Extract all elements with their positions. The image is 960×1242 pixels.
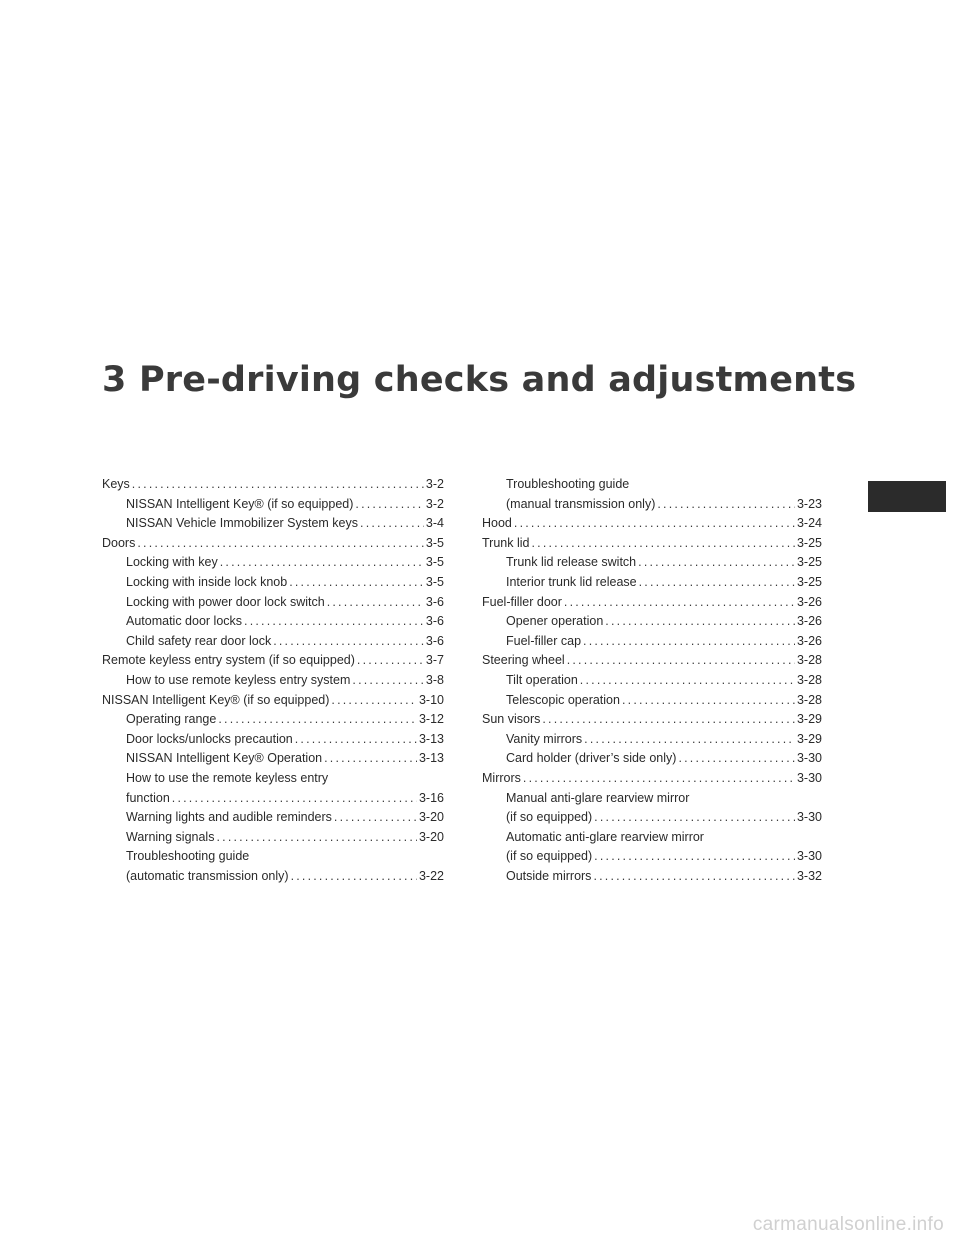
toc-leader-dots — [514, 514, 795, 534]
toc-entry-label: (manual transmission only) — [506, 496, 656, 511]
toc-page-number: 3-5 — [425, 574, 444, 589]
toc-leader-dots — [567, 651, 795, 671]
toc-entry-label: Opener operation — [506, 614, 604, 629]
toc-leader-dots — [564, 593, 795, 613]
toc-subentry[interactable] — [102, 710, 444, 730]
toc-entry-label: Interior trunk lid release — [506, 574, 637, 589]
toc-subentry[interactable] — [102, 808, 444, 828]
toc-subentry[interactable] — [482, 867, 822, 887]
toc-entry-label: Warning lights and audible reminders — [126, 810, 332, 825]
toc-leader-dots — [594, 808, 795, 828]
toc-subentry[interactable] — [102, 553, 444, 573]
toc-subentry[interactable] — [102, 749, 444, 769]
toc-leader-dots — [172, 789, 417, 809]
toc-leader-dots — [334, 808, 417, 828]
toc-page-number: 3-13 — [418, 731, 444, 746]
toc-entry-label: Fuel-filler door — [482, 594, 562, 609]
toc-entry-label: Outside mirrors — [506, 868, 592, 883]
toc-leader-dots — [137, 534, 424, 554]
toc-subentry[interactable] — [482, 808, 822, 828]
toc-entry-label: Locking with power door lock switch — [126, 594, 325, 609]
toc-page-number: 3-2 — [425, 496, 444, 511]
toc-entry[interactable] — [482, 710, 822, 730]
toc-subentry[interactable] — [482, 612, 822, 632]
toc-entry-label: Warning signals — [126, 829, 215, 844]
toc-subentry[interactable] — [102, 593, 444, 613]
toc-entry-label: (if so equipped) — [506, 810, 593, 825]
toc-leader-dots — [220, 553, 424, 573]
toc-page-number: 3-2 — [425, 477, 444, 491]
toc-entry[interactable] — [482, 651, 822, 671]
toc-subentry[interactable] — [482, 573, 822, 593]
toc-entry-label: Steering wheel — [482, 653, 565, 668]
toc-entry-label-line1: Automatic anti-glare rearview mirror — [506, 829, 704, 844]
toc-entry-label: Trunk lid — [482, 535, 530, 550]
toc-subentry[interactable] — [102, 730, 444, 750]
toc-entry-label: Vanity mirrors — [506, 731, 583, 746]
toc-leader-dots — [216, 828, 417, 848]
toc-entry-label: Automatic door locks — [126, 614, 243, 629]
toc-page-number: 3-8 — [425, 672, 444, 687]
toc-leader-dots — [523, 769, 795, 789]
toc-subentry[interactable] — [102, 514, 444, 534]
toc-leader-dots — [295, 730, 417, 750]
toc-page-number: 3-4 — [425, 516, 444, 531]
toc-entry-label: How to use remote keyless entry system — [126, 672, 351, 687]
toc-page-number: 3-25 — [796, 555, 822, 570]
toc-page-number: 3-25 — [796, 535, 822, 550]
toc-subentry[interactable] — [102, 867, 444, 887]
toc-page-number: 3-6 — [425, 633, 444, 648]
toc-page-number: 3-30 — [796, 770, 822, 785]
toc-entry-label: Fuel-filler cap — [506, 633, 582, 648]
toc-leader-dots — [360, 514, 424, 534]
toc-leader-dots — [638, 553, 795, 573]
toc-entry-label-line1: Troubleshooting guide — [126, 849, 250, 864]
toc-entry-label: Card holder (driver’s side only) — [506, 751, 677, 766]
toc-subentry[interactable] — [102, 612, 444, 632]
chapter-title: 3 Pre-driving checks and adjustments — [102, 360, 857, 400]
toc-leader-dots — [605, 612, 795, 632]
toc-leader-dots — [594, 847, 795, 867]
toc-subentry[interactable] — [102, 789, 444, 809]
toc-entry-label: NISSAN Intelligent Key® (if so equipped) — [102, 692, 330, 707]
toc-leader-dots — [327, 593, 424, 613]
toc-leader-dots — [542, 710, 795, 730]
toc-leader-dots — [357, 651, 424, 671]
toc-entry-label: Mirrors — [482, 770, 521, 785]
toc-leader-dots — [355, 495, 424, 515]
toc-subentry[interactable] — [482, 553, 822, 573]
toc-entry-label: Telescopic operation — [506, 692, 620, 707]
toc-entry-label: Locking with key — [126, 555, 218, 570]
toc-entry[interactable] — [482, 769, 822, 789]
toc-entry-label: Hood — [482, 516, 512, 531]
toc-entry[interactable] — [102, 691, 444, 711]
toc-entry-label-line1: How to use the remote keyless entry — [126, 770, 329, 785]
toc-leader-dots — [352, 671, 424, 691]
toc-entry[interactable] — [482, 593, 822, 613]
toc-entry-label: Door locks/unlocks precaution — [126, 731, 293, 746]
watermark: carmanualsonline.info — [752, 1214, 944, 1235]
toc-entry[interactable] — [102, 534, 444, 554]
toc-page-number: 3-26 — [796, 614, 822, 629]
toc-page-number: 3-28 — [796, 653, 822, 668]
toc-leader-dots — [132, 475, 424, 495]
toc-page-number: 3-12 — [418, 712, 444, 727]
toc-subentry[interactable] — [102, 632, 444, 652]
toc-subentry[interactable] — [482, 671, 822, 691]
toc-page-number: 3-30 — [796, 751, 822, 766]
toc-entry-label-line1: Manual anti-glare rearview mirror — [506, 790, 690, 805]
toc-leader-dots — [324, 749, 417, 769]
toc-subentry[interactable] — [102, 828, 444, 848]
toc-entry-label: Sun visors — [482, 712, 541, 727]
toc-page-number: 3-6 — [425, 614, 444, 629]
toc-entry[interactable] — [482, 514, 822, 534]
toc-page-number: 3-16 — [418, 790, 444, 805]
toc-page-number: 3-20 — [418, 810, 444, 825]
toc-leader-dots — [639, 573, 795, 593]
toc-page-number: 3-26 — [796, 594, 822, 609]
toc-page-number: 3-20 — [418, 829, 444, 844]
toc-leader-dots — [583, 632, 795, 652]
toc-leader-dots — [244, 612, 424, 632]
toc-subentry[interactable] — [102, 573, 444, 593]
toc-subentry[interactable] — [482, 632, 822, 652]
toc-page-number: 3-23 — [796, 496, 822, 511]
toc-leader-dots — [289, 573, 424, 593]
toc-page-number: 3-6 — [425, 594, 444, 609]
toc-entry-label: Operating range — [126, 712, 217, 727]
toc-subentry[interactable] — [482, 691, 822, 711]
toc-entry-label-line1: Troubleshooting guide — [506, 477, 630, 491]
toc-entry-label: NISSAN Intelligent Key® Operation — [126, 751, 323, 766]
toc-entry-label: function — [126, 790, 170, 805]
toc-entry[interactable] — [482, 534, 822, 554]
toc-entry[interactable] — [102, 475, 444, 495]
toc-page-number: 3-25 — [796, 574, 822, 589]
toc-subentry[interactable] — [482, 847, 822, 867]
toc-leader-dots — [531, 534, 795, 554]
toc-entry-label: NISSAN Intelligent Key® (if so equipped) — [126, 496, 354, 511]
toc-page-number: 3-29 — [796, 731, 822, 746]
toc-page-number: 3-7 — [425, 653, 444, 668]
toc-page-number: 3-5 — [425, 535, 444, 550]
toc-page-number: 3-30 — [796, 810, 822, 825]
toc-leader-dots — [218, 710, 417, 730]
toc-page-number: 3-29 — [796, 712, 822, 727]
chapter-tab-marker — [868, 481, 946, 512]
toc-leader-dots — [593, 867, 795, 887]
toc-subentry[interactable] — [482, 495, 822, 515]
toc-leader-dots — [291, 867, 417, 887]
toc-page-number: 3-26 — [796, 633, 822, 648]
toc-subentry[interactable] — [482, 730, 822, 750]
toc-entry-label: Keys — [102, 477, 130, 491]
toc-entry-label: Child safety rear door lock — [126, 633, 272, 648]
toc-leader-dots — [678, 749, 795, 769]
toc-page-number: 3-10 — [418, 692, 444, 707]
toc-page-number: 3-13 — [418, 751, 444, 766]
toc-entry-label: (if so equipped) — [506, 849, 593, 864]
toc-subentry[interactable] — [102, 671, 444, 691]
toc-entry[interactable] — [102, 651, 444, 671]
toc-entry-label: Trunk lid release switch — [506, 555, 637, 570]
toc-entry-label: Locking with inside lock knob — [126, 574, 288, 589]
toc-column-left — [102, 475, 444, 886]
toc-leader-dots — [331, 691, 417, 711]
toc-page-number: 3-22 — [418, 868, 444, 883]
toc-leader-dots — [584, 730, 795, 750]
toc-page-number: 3-32 — [796, 868, 822, 883]
toc-page-number: 3-28 — [796, 672, 822, 687]
toc-entry-label: Doors — [102, 535, 136, 550]
toc-subentry[interactable] — [482, 749, 822, 769]
toc-column-right — [482, 475, 822, 886]
toc-entry-label: Tilt operation — [506, 672, 578, 687]
toc-page-number: 3-28 — [796, 692, 822, 707]
toc-entry-label: Remote keyless entry system (if so equipped) — [102, 653, 355, 668]
toc-leader-dots — [622, 691, 795, 711]
toc-page-number: 3-30 — [796, 849, 822, 864]
toc-leader-dots — [580, 671, 795, 691]
toc-page-number: 3-5 — [425, 555, 444, 570]
toc-subentry[interactable] — [102, 495, 444, 515]
toc-leader-dots — [657, 495, 795, 515]
toc-leader-dots — [273, 632, 424, 652]
toc-page-number: 3-24 — [796, 516, 822, 531]
toc-entry-label: (automatic transmission only) — [126, 868, 289, 883]
toc-entry-label: NISSAN Vehicle Immobilizer System keys — [126, 516, 359, 531]
